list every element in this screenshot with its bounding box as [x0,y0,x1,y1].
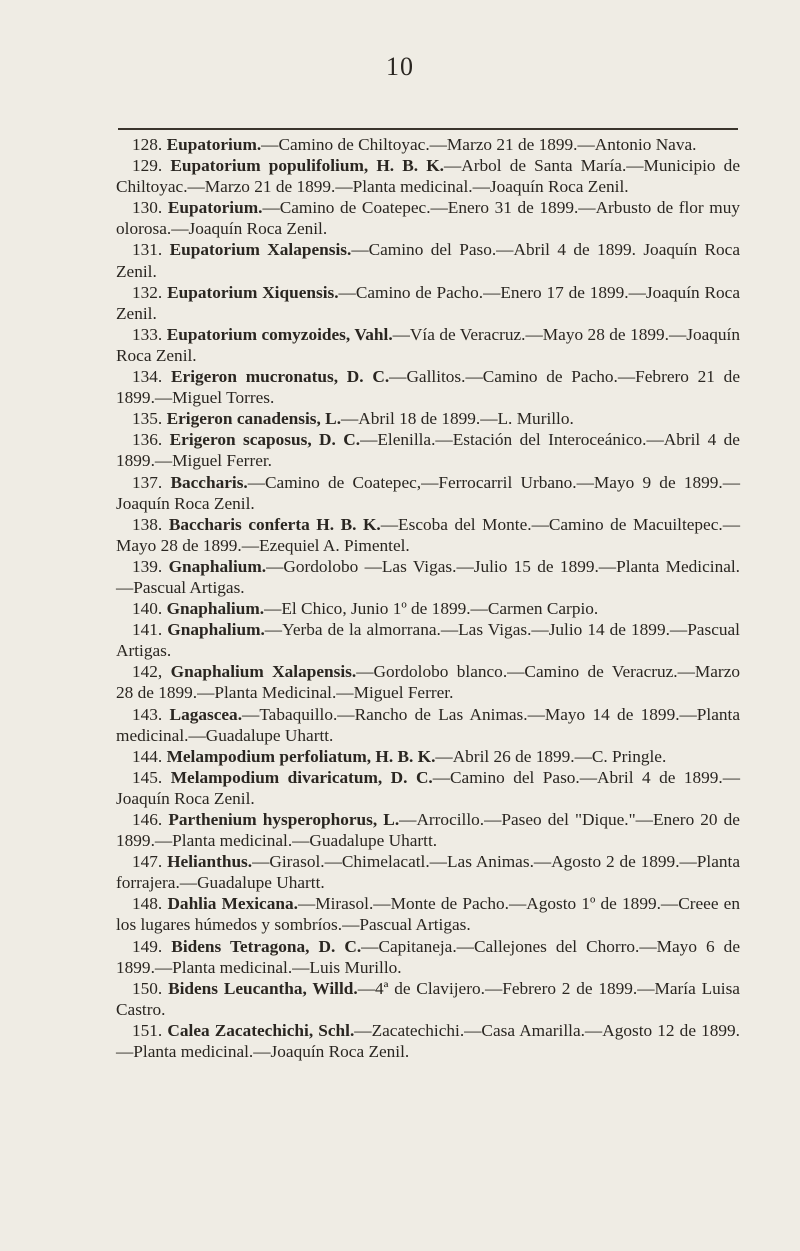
entry-number: 138. [132,514,163,534]
entry-text: —Tabaquillo.—Rancho de Las Animas.—Mayo 14 de 1899.—Planta medicinal.—Guadalupe Uhartt. [116,704,741,745]
species-name: Eupatorium. [167,198,263,218]
species-name: Calea Zacatechichi, Schl. [167,1020,355,1040]
entry-text: —Camino de Coatepec,—Ferrocarril Urbano.—Mayo 9 de 1899.—Joaquín Roca Zenil. [116,472,740,513]
entry-number: 128. [132,135,163,154]
species-name: Eupatorium comyzoides, Vahl. [166,324,393,344]
species-name: Baccharis. [170,472,248,492]
entry-number: 129. [132,156,163,176]
entry-number: 144. [132,746,163,766]
species-name: Gnaphalium. [168,556,267,576]
entry-number: 131. [132,240,163,260]
entry-number: 150. [132,978,163,998]
species-name: Eupatorium. [166,135,262,154]
entry-number: 148. [132,894,163,914]
species-name: Dahlia Mexicana. [167,894,298,914]
entry-number: 139. [132,556,163,576]
entry-139 [116,556,740,598]
species-name: Gnaphalium. [167,620,265,640]
header-rule [118,128,738,130]
species-name: Helianthus. [167,852,253,872]
entry-text: —Camino de Chiltoyac.—Marzo 21 de 1899.—Antonio Nava. [261,135,697,154]
species-name: Eupatorium Xalapensis. [169,240,352,260]
entry-text: —Arbol de Santa María.—Municipio de Chiltoyac.—Marzo 21 de 1899.—Planta medicinal.—Joaquín Roca Zenil. [116,156,740,197]
entry-132 [116,282,740,324]
entry-text: —Gordolobo blanco.—Camino de Veracruz.—Marzo 28 de 1899.—Planta Medicinal.—Miguel Ferrer. [116,662,741,703]
species-name: Erigeron mucronatus, D. C. [171,367,390,387]
entry-text: —Camino del Paso.—Abril 4 de 1899. Joaquín Roca Zenil. [116,240,740,281]
page-number: 10 [386,52,414,81]
entry-number: 135. [132,409,163,429]
entry-number: 130. [132,198,163,218]
entry-text: —Camino de Coatepec.—Enero 31 de 1899.—Arbusto de flor muy olorosa.—Joaquín Roca Zenil. [116,198,740,239]
entry-text: —Camino de Pacho.—Enero 17 de 1899.—Joaquín Roca Zenil. [116,282,740,323]
species-name: Baccharis conferta H. B. K. [168,514,381,534]
entry-text: —Escoba del Monte.—Camino de Macuiltepec.—Mayo 28 de 1899.—Ezequiel A. Pimentel. [116,514,740,555]
species-name: Gnaphalium Xalapensis. [170,662,357,682]
entry-text: —El Chico, Junio 1º de 1899.—Carmen Carpio. [264,599,599,619]
entry-128 [116,134,740,155]
entry-text: —Vía de Veracruz.—Mayo 28 de 1899.—Joaquín Roca Zenil. [116,324,740,365]
entry-141 [116,619,740,661]
entry-text: —Girasol.—Chimelacatl.—Las Animas.—Agosto 2 de 1899.—Planta forrajera.—Guadalupe Uhartt. [116,852,740,893]
species-name: Erigeron canadensis, L. [166,409,342,429]
entry-129 [116,155,740,197]
entry-133 [116,324,740,366]
entry-142 [116,661,740,703]
species-name: Melampodium perfoliatum, H. B. K. [166,746,436,766]
entry-text: —Gallitos.—Camino de Pacho.—Febrero 21 de 1899.—Miguel Torres. [116,367,740,408]
species-name: Eupatorium Xiquensis. [167,282,339,302]
entry-text: —Capitaneja.—Callejones del Chorro.—Mayo 6 de 1899.—Planta medicinal.—Luis Murillo. [116,936,740,977]
entry-number: 136. [132,430,163,450]
entry-150 [116,978,740,1020]
species-name: Melampodium divaricatum, D. C. [170,767,433,787]
entry-number: 147. [132,852,163,872]
entry-135 [116,408,740,429]
species-name: Bidens Leucantha, Willd. [168,978,358,998]
species-name: Bidens Tetragona, D. C. [171,936,362,956]
species-name: Parthenium hysperophorus, L. [168,810,400,829]
entry-text: —Arrocillo.—Paseo del "Dique."—Enero 20 de 1899.—Planta medicinal.—Guadalupe Uhartt. [116,810,740,851]
entry-number: 151. [132,1020,163,1040]
entry-130 [116,197,740,239]
entry-number: 145. [132,767,163,787]
entry-number: 143. [132,704,163,724]
entry-text: —Elenilla.—Estación del Interoceánico.—Abril 4 de 1899.—Miguel Ferrer. [116,430,740,471]
entry-143 [116,704,740,746]
entry-text: —Gordolobo —Las Vigas.—Julio 15 de 1899.—Planta Medicinal.—Pascual Artigas. [116,556,740,597]
entry-148 [116,893,740,935]
entry-136 [116,429,740,471]
entry-number: 140. [132,599,163,619]
entry-text: —Zacatechichi.—Casa Amarilla.—Agosto 12 de 1899.—Planta medicinal.—Joaquín Roca Zenil. [116,1020,740,1062]
entry-text: —Abril 18 de 1899.—L. Murillo. [341,409,574,429]
entry-number: 132. [132,282,163,302]
entry-134 [116,366,740,408]
entry-number: 141. [132,620,163,640]
entry-text: —Camino del Paso.—Abril 4 de 1899.—Joaquín Roca Zenil. [116,767,741,808]
entry-138 [116,514,740,556]
entry-number: 134. [132,367,163,387]
species-name: Lagascea. [169,704,243,724]
entry-text: —Yerba de la almorrana.—Las Vigas.—Julio 14 de 1899.—Pascual Artigas. [116,620,740,661]
species-name: Gnaphalium. [166,599,265,619]
species-name: Erigeron scaposus, D. C. [169,430,361,450]
entry-146 [116,809,740,851]
entry-140 [116,598,740,619]
entry-131 [116,239,740,281]
species-name: Eupatorium populifolium, H. B. K. [170,156,444,176]
entry-number: 149. [132,936,163,956]
entry-149 [116,936,740,978]
entry-number: 133. [132,324,163,344]
entry-list [116,134,740,1062]
entry-text: —Abril 26 de 1899.—C. Pringle. [435,746,667,766]
entry-text: —Mirasol.—Monte de Pacho.—Agosto 1º de 1899.—Creee en los lugares húmedos y sombríos.—Pascual Artigas. [116,894,740,935]
entry-137 [116,472,740,514]
entry-number: 137. [132,472,163,492]
entry-145 [116,767,740,809]
entry-151 [116,1020,740,1062]
entry-text: —4ª de Clavijero.—Febrero 2 de 1899.—María Luisa Castro. [116,978,740,1019]
entry-144 [116,746,740,767]
entry-147 [116,851,740,893]
entry-number: 146. [132,810,163,829]
entry-number: 142, [132,662,163,682]
